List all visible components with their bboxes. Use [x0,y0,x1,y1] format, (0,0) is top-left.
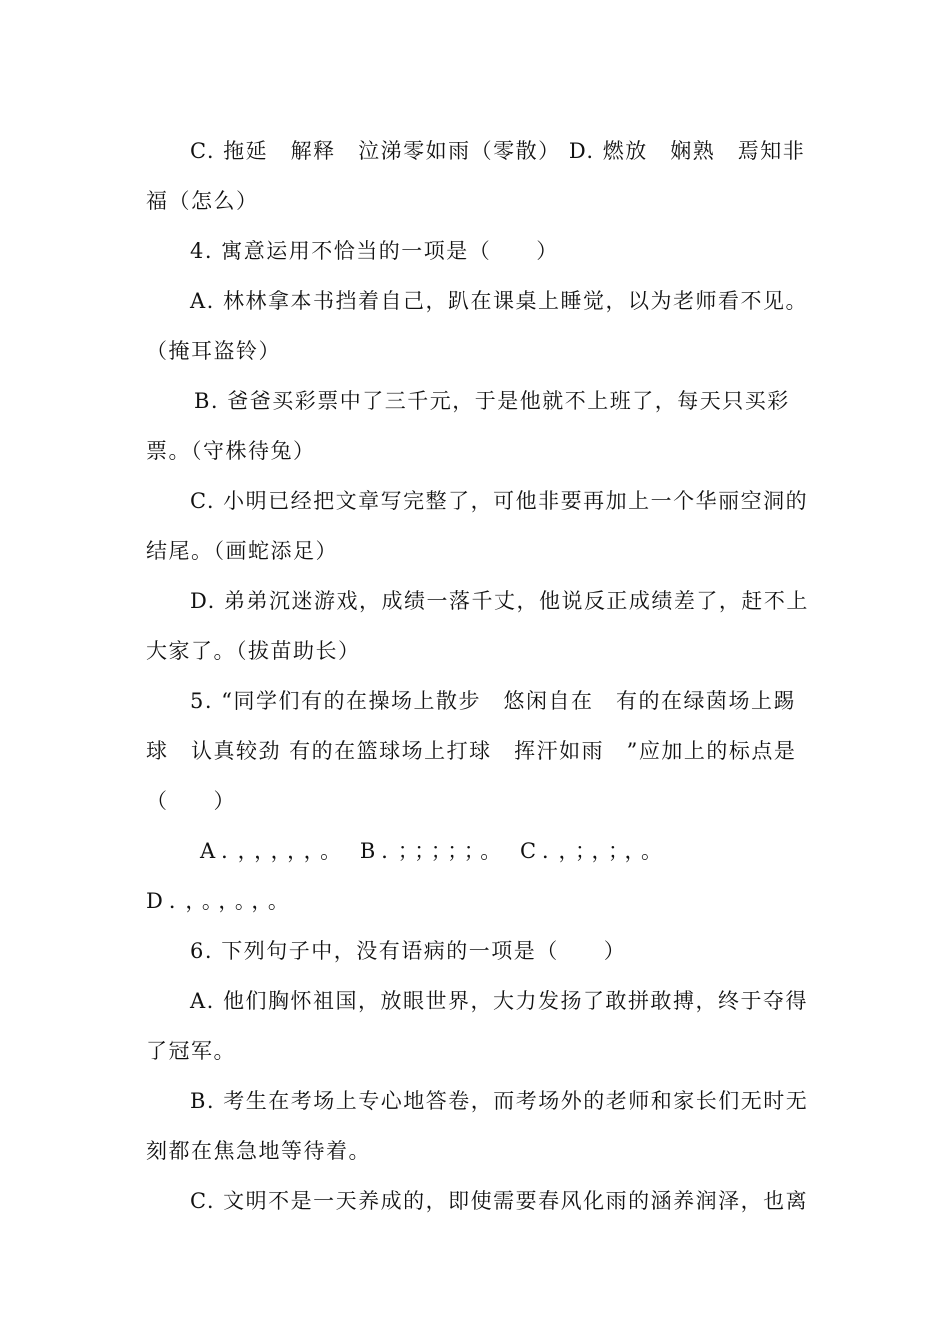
question-5-option-d: D．，。，。，。 [146,889,295,913]
question-5-answer-blank: （ ） [146,789,236,813]
question-4-option-a: A. 林林拿本书挡着自己，趴在课桌上睡觉，以为老师看不见。 [190,289,809,313]
question-6-option-b-continuation: 刻都在焦急地等待着。 [146,1139,371,1163]
question-4-option-c-continuation: 结尾。（画蛇添足） [146,539,338,563]
question-5-options-abc: A．，，，，，。 B．；；；；；。 C．，；，；，。 [200,839,669,863]
question-6-option-a: A. 他们胸怀祖国，放眼世界，大力发扬了敢拼敢搏，终于夺得 [190,989,809,1013]
question-4-stem: 4. 寓意运用不恰当的一项是（ ） [190,239,559,263]
option-c-line: C. 拖延 解释 泣涕零如雨（零散） D. 燃放 娴熟 焉知非 [190,139,806,163]
question-6-option-a-continuation: 了冠军。 [146,1039,236,1063]
question-4-option-b-continuation: 票。（守株待兔） [146,439,316,463]
question-5-stem: 5. “同学们有的在操场上散步 悠闲自在 有的在绿茵场上踢 [190,689,796,713]
question-5-stem-continuation: 球 认真较劲 有的在篮球场上打球 挥汗如雨 ”应加上的标点是 [146,739,797,763]
question-4-option-a-continuation: （掩耳盗铃） [146,339,281,363]
question-6-stem: 6. 下列句子中，没有语病的一项是（ ） [190,939,627,963]
question-4-option-c: C. 小明已经把文章写完整了，可他非要再加上一个华丽空洞的 [190,489,809,513]
question-6-option-c: C. 文明不是一天养成的，即使需要春风化雨的涵养润泽，也离 [190,1189,809,1213]
question-6-option-b: B. 考生在考场上专心地答卷，而考场外的老师和家长们无时无 [190,1089,809,1113]
option-d-continuation: 福（怎么） [146,189,259,213]
question-4-option-b: B. 爸爸买彩票中了三千元，于是他就不上班了，每天只买彩 [194,389,790,413]
question-4-option-d-continuation: 大家了。（拔苗助长） [146,639,361,663]
question-4-option-d: D. 弟弟沉迷游戏，成绩一落千丈，他说反正成绩差了，赶不上 [190,589,809,613]
